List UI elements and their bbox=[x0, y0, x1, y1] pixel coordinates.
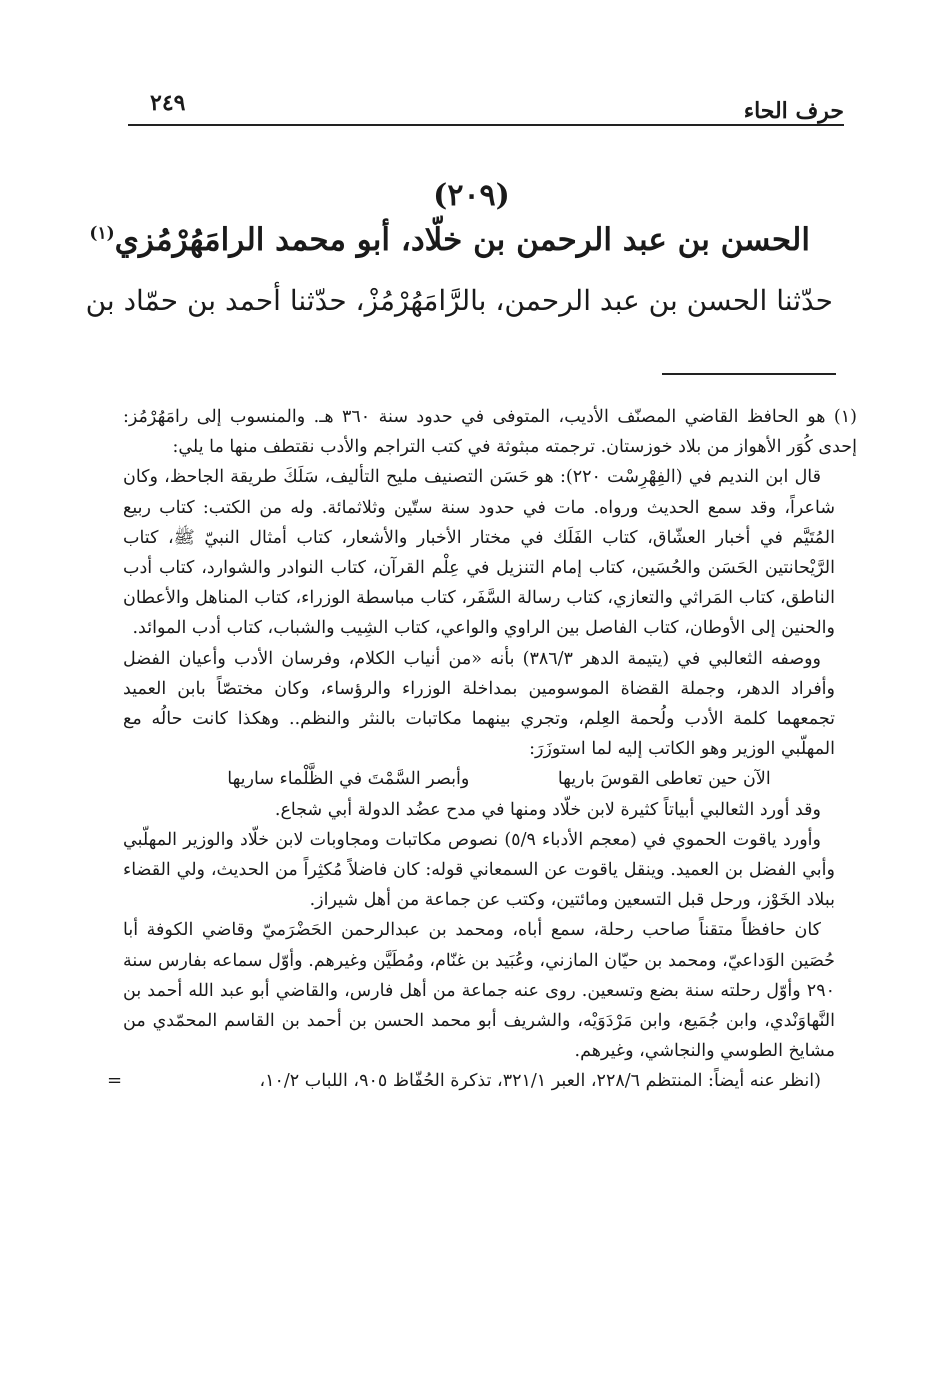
verse-line bbox=[123, 764, 835, 794]
page-number: ٢٤٩ bbox=[150, 90, 186, 116]
footnote-paragraph-7-text: (انظر عنه أيضاً: المنتظم ٢٢٨/٦، العبر ٣٢١/١، تذكرة الحُفّاظ ٩٠٥، اللباب ١٠/٢، bbox=[259, 1071, 821, 1092]
verse-second-hemistich: وأبصر السَّمْتَ في الظَّلْماء ساريها bbox=[227, 769, 470, 790]
footnote-paragraph-4: وقد أورد الثعالبي أبياتاً كثيرة لابن خلّاد ومنها في مدح عضُد الدولة أبي شجاع. bbox=[274, 799, 821, 820]
footnote-paragraph-7 bbox=[107, 1066, 835, 1096]
entry-heading-text: الحسن بن عبد الرحمن بن خلّاد، أبو محمد الرامَهُرْمُزي bbox=[114, 222, 810, 258]
footnote-paragraph-3: ووصفه الثعالبي في (يتيمة الدهر ٣٨٦/٣) بأنه «من أنياب الكلام، وفرسان الأدب وأعيان الفضل وأفراد الدهر، وجملة القضاة الموسومين بمداخلة الوزراء والرؤساء، وكان مختصّاً بابن العميد تجمعهما كلمة الأدب ولُحمة العِلم، وتجري بينهما مكاتبات بالنثر والنظم.. وهكذا كانت حالُه مع المهلّبي الوزير وهو الكاتب إليه لما استوزَرَ: bbox=[123, 648, 835, 760]
footnote-paragraph-6: كان حافظاً متقناً صاحب رحلة، سمع أباه، ومحمد بن عبدالرحمن الحَضْرَميّ وقاضي الكوفة أبا حُصَين الوَداعيّ، ومحمد بن حيّان المازني، وعُبَيد بن غنّام، ومُطَيَّن وغيرهم. وأوّل سماعه بفارس سنة ٢٩٠ وأوّل رحلته سنة بضع وتسعين. روى عنه جماعة من أهل فارس، والقاضي أبو عبد الله أحمد بن النَّهاوَنْدي، وابن جُمَيع، وابن مَرْدَوَيْه، والشريف أبو محمد الحسن بن أحمد بن القاسم المحمّدي من مشايخ الطوسي والنجاشي، وغيرهم. bbox=[123, 920, 835, 1062]
footnote-paragraph-1: (١) هو الحافظ القاضي المصنّف الأديب، المتوفى في حدود سنة ٣٦٠ هـ. والمنسوب إلى رامَهُرْمُز: إحدى كُوَر الأهواز من بلاد خوزستان. ترجمته مبثوثة في كتب التراجم والأدب نقتطف منها ما يلي: bbox=[123, 407, 857, 458]
running-head-title: حرف الحاء bbox=[743, 98, 844, 124]
footnotes bbox=[107, 402, 857, 1097]
running-head bbox=[128, 88, 844, 126]
footnote-separator bbox=[662, 373, 836, 375]
verse-first-hemistich: الآن حين تعاطى القوسَ باريها bbox=[557, 769, 771, 790]
entry-body-text: حدّثنا الحسن بن عبد الرحمن، بالرَّامَهُرْمُزْ، حدّثنا أحمد بن حمّاد بن bbox=[85, 284, 833, 317]
footnote-paragraph-2: قال ابن النديم في (الفِهْرِسْت ٢٢٠): هو حَسَن التصنيف مليح التأليف، سَلَكَ طريقة الجاحظ، وكان شاعراً، وقد سمع الحديث ورواه. مات في حدود سنة ستّين وثلاثمائة. وله من الكتب: كتاب ربيع المُتَيَّم في أخبار العشّاق، كتاب الفَلَك في مختار الأخبار والأشعار، كتاب أمثال النبيّ ﷺ، كتاب الرَّيْحانتين الحَسَن والحُسَين، كتاب إمام التنزيل في عِلْم القرآن، كتاب النوادر والشوارد، كتاب أدب الناطق، كتاب المَراثي والتعازي، كتاب رسالة السَّفَر، كتاب مباسطة الوزراء، كتاب المناهل والأعطان والحنين إلى الأوطان، كتاب الفاصل بين الراوي والواعي، كتاب الشِيب والشباب، كتاب أدب الموائد. bbox=[123, 467, 835, 639]
footnote-reference: (١) bbox=[89, 223, 115, 244]
continuation-mark: = bbox=[107, 1070, 123, 1092]
entry-number: (٢٠٩) bbox=[433, 178, 510, 213]
footnote-paragraph-5: وأورد ياقوت الحموي في (معجم الأدباء ٥/٩) نصوص مكاتبات ومجاوبات لابن خلّاد والوزير المهلّبي وأبي الفضل بن العميد. وينقل ياقوت عن السمعاني قوله: كان فاضلاً مُكثِراً من الحديث، ولي القضاء ببلاد الخَوْز، ورحل قبل التسعين ومائتين، وكتب عن جماعة من أهل شيراز. bbox=[123, 829, 835, 911]
entry-heading bbox=[89, 222, 810, 258]
